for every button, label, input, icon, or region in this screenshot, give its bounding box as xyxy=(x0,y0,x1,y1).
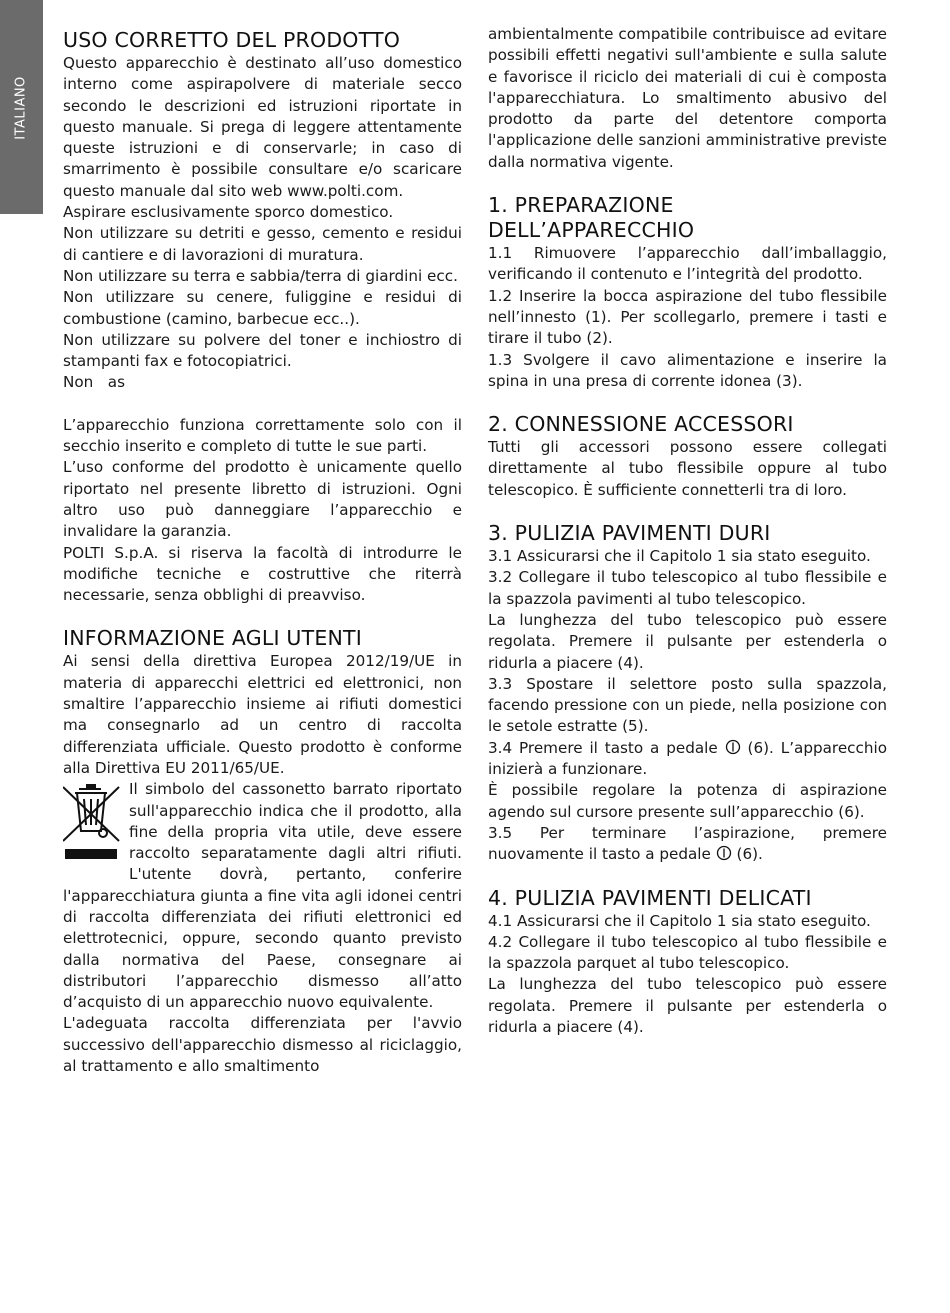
info-paragraph: Il simbolo del cassonetto barrato riportato sull'apparecchio indica che il prodotto, alla fine della propria vita utile, deve essere raccolto separatamente dagli altri rifiuti. L'utente dovrà, pertanto, conferire l'apparecchiatura giunta a fine vita agli idonei centri di raccolta differenziata dei rifiuti elettronici ed elettrotecnici, oppure, secondo quanto previsto dalla normativa del Paese, consegnare ai distributori l’apparecchio dismesso all’atto d’acquisto di un apparecchio nuovo equivalente. xyxy=(63,780,462,1012)
step-paragraph: 3.2 Collegare il tubo telescopico al tubo flessibile e la spazzola pavimenti al tubo telescopico. xyxy=(488,568,887,608)
uso-paragraph: Non as xyxy=(63,373,125,392)
power-icon xyxy=(725,739,741,755)
crossed-out-wheelie-bin-icon xyxy=(63,781,125,863)
step-paragraph xyxy=(488,738,887,781)
info-paragraph: Ai sensi della direttiva Europea 2012/19/UE in materia di apparecchi elettrici ed elettronici, non smaltire l’apparecchio insieme ai rifiuti domestici ma consegnarlo ad un centro di raccolta differenziata ufficiale. Questo prodotto è conforme alla Direttiva EU 2011/65/UE. xyxy=(63,652,462,777)
step-paragraph: 3.3 Spostare il selettore posto sulla spazzola, facendo pressione con un piede, nella posizione con le setole estratte (5). xyxy=(488,674,887,736)
uso-paragraph: Questo apparecchio è destinato all’uso domestico interno come aspirapolvere di materiale secco secondo le descrizioni ed istruzioni riportate in questo manuale. Si prega di leggere attentamente queste istruzioni e di conservarle; in caso di smarrimento è possibile consultare e/o scaricare questo manuale dal sito web www.polti.com. xyxy=(63,54,462,200)
heading-connessione-accessori: 2. CONNESSIONE ACCESSORI xyxy=(488,412,794,437)
power-icon xyxy=(716,845,732,861)
step-paragraph: 1.1 Rimuovere l’apparecchio dall’imballaggio, verificando il contenuto e l’integrità del prodotto. xyxy=(488,244,887,284)
step-paragraph: La lunghezza del tubo telescopico può essere regolata. Premere il pulsante per estenderla o ridurla a piacere (4). xyxy=(488,975,887,1036)
heading-uso-corretto: USO CORRETTO DEL PRODOTTO xyxy=(63,28,401,52)
step-paragraph: La lunghezza del tubo telescopico può essere regolata. Premere il pulsante per estenderla o ridurla a piacere (4). xyxy=(488,610,887,672)
step-paragraph: 4.2 Collegare il tubo telescopico al tubo flessibile e la spazzola parquet al tubo telescopico. xyxy=(488,932,887,973)
uso-paragraph: Non utilizzare su detriti e gesso, cemento e residui di cantiere e di lavorazioni di muratura. xyxy=(63,224,462,264)
info-paragraph: L'adeguata raccolta differenziata per l'avvio successivo dell'apparecchio dismesso al riciclaggio, al trattamento e allo smaltimento xyxy=(63,1014,462,1076)
language-side-tab xyxy=(0,0,43,214)
uso-paragraph: Non utilizzare su cenere, fuliggine e residui di combustione (camino, barbecue ecc..). xyxy=(63,288,462,328)
uso-paragraph: POLTI S.p.A. si riserva la facoltà di introdurre le modifiche tecniche e costruttive che riterrà necessarie, senza obblighi di preavviso. xyxy=(63,543,462,605)
heading-preparazione: 1. PREPARAZIONE DELL’APPARECCHIO xyxy=(488,193,695,243)
step-paragraph: È possibile regolare la potenza di aspirazione agendo sul cursore presente sull’apparecchio (6). xyxy=(488,781,887,821)
right-column xyxy=(488,24,887,1038)
step-text: 3.5 Per terminare l’aspirazione, premere nuovamente il tasto a pedale xyxy=(488,823,887,864)
uso-paragraph: L’apparecchio funziona correttamente solo con il secchio inserito e completo di tutte le sue parti. xyxy=(63,415,462,456)
uso-paragraph: Non utilizzare su terra e sabbia/terra di giardini ecc. xyxy=(63,266,458,285)
heading-pulizia-pavimenti-duri: 3. PULIZIA PAVIMENTI DURI xyxy=(488,521,771,546)
step-paragraph: 3.1 Assicurarsi che il Capitolo 1 sia stato eseguito. xyxy=(488,547,871,566)
uso-paragraph: Aspirare esclusivamente sporco domestico. xyxy=(63,203,394,222)
heading-informazione-utenti: INFORMAZIONE AGLI UTENTI xyxy=(63,626,363,651)
uso-paragraph: Non utilizzare su polvere del toner e inchiostro di stampanti fax e fotocopiatrici. xyxy=(63,330,462,371)
step-text: (6). L’apparecchio inizierà a funzionare. xyxy=(488,738,888,779)
left-column xyxy=(63,24,462,1077)
heading-pulizia-pavimenti-delicati: 4. PULIZIA PAVIMENTI DELICATI xyxy=(488,885,812,910)
step-paragraph xyxy=(488,823,887,866)
language-label: ITALIANO xyxy=(13,76,29,140)
step-text: 3.4 Premere il tasto a pedale xyxy=(488,738,718,757)
step-paragraph: 1.3 Svolgere il cavo alimentazione e inserire la spina in una presa di corrente idonea (3). xyxy=(488,350,887,390)
step-paragraph: Tutti gli accessori possono essere collegati direttamente al tubo flessibile oppure al tubo telescopico. È sufficiente connetterli tra di loro. xyxy=(488,438,887,499)
step-text: (6). xyxy=(736,845,763,864)
step-paragraph: 4.1 Assicurarsi che il Capitolo 1 sia stato eseguito. xyxy=(488,911,871,930)
weee-block xyxy=(63,779,462,1013)
step-paragraph: 1.2 Inserire la bocca aspirazione del tubo flessibile nell’innesto (1). Per scollegarlo, premere i tasti e tirare il tubo (2). xyxy=(488,286,887,348)
info-continuation-paragraph: ambientalmente compatibile contribuisce ad evitare possibili effetti negativi sull'ambiente e sulla salute e favorisce il riciclo dei materiali di cui è composta l'apparecchiatura. Lo smaltimento abusivo del prodotto da parte del detentore comporta l'applicazione delle sanzioni amministrative previste dalla normativa vigente. xyxy=(488,25,887,171)
uso-paragraph: L’uso conforme del prodotto è unicamente quello riportato nel presente libretto di istruzioni. Ogni altro uso può danneggiare l’apparecchio e invalidare la garanzia. xyxy=(63,458,462,541)
